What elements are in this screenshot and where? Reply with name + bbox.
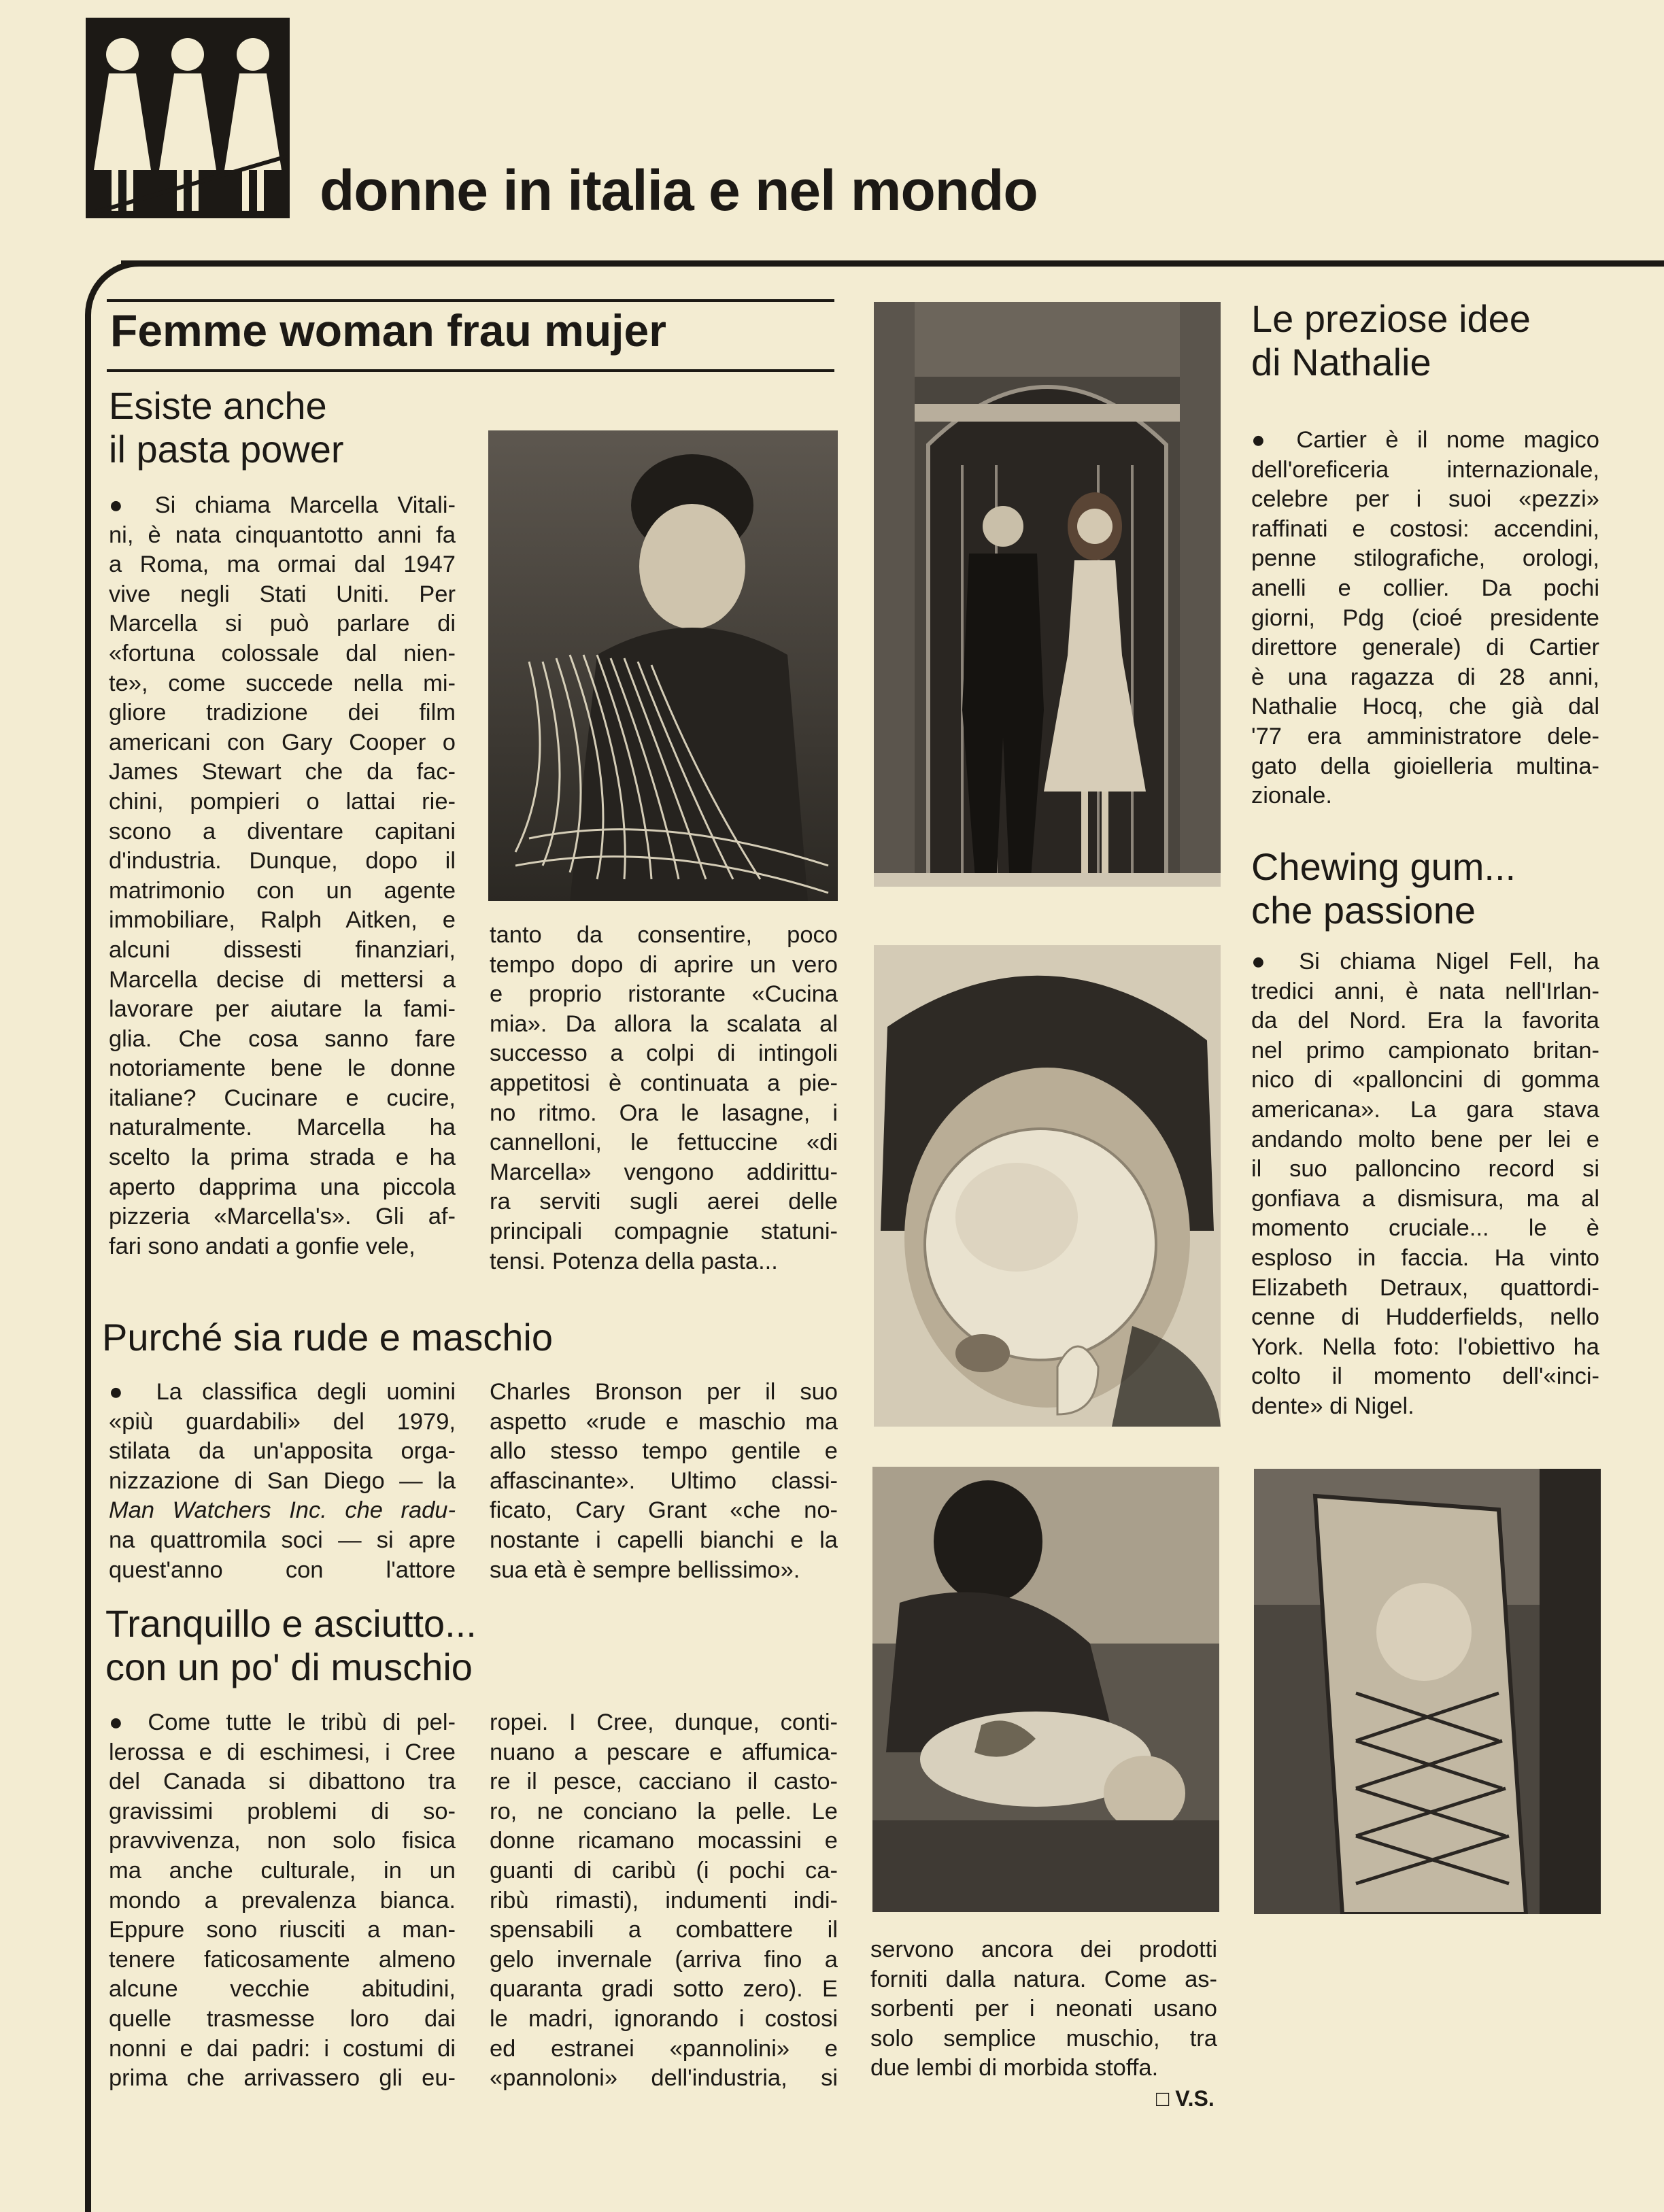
text-line: ni, è nata cinquantotto anni fa — [109, 522, 456, 548]
text-line: penne stilografiche, orologi, — [1251, 545, 1599, 572]
text-line: sorbenti per i neonati usano — [870, 1996, 1217, 2022]
headline-rule-top — [107, 299, 834, 302]
text-line: le madri, ignorando i costosi — [490, 2005, 838, 2032]
text-line: notoriamente bene le donne — [109, 1055, 456, 1082]
text-line: raffinati e costosi: accendini, — [1251, 515, 1599, 542]
text-line: ● Cartier è il nome magico — [1251, 427, 1599, 453]
text-line: successo a colpi di intingoli — [490, 1040, 838, 1067]
text-line: te», come succede nella mi- — [109, 670, 456, 696]
text-line: principali compagnie statuni- — [490, 1218, 838, 1244]
text-line: mia». Da allora la scalata al — [490, 1010, 838, 1037]
photo-bubble-gum — [874, 945, 1221, 1427]
text-line: nostante i capelli bianchi e la — [490, 1527, 838, 1553]
text-line: aspetto «rude e maschio ma — [490, 1408, 838, 1435]
chewing-text — [1251, 947, 1599, 1422]
author-signature: □ V.S. — [1156, 2086, 1215, 2111]
text-line: nuano a pescare e affumica- — [490, 1739, 838, 1765]
section-title: donne in italia e nel mondo — [320, 158, 1038, 222]
text-line: scelto la prima strada e ha — [109, 1144, 456, 1171]
text-line: Marcella» vengono addirittu- — [490, 1159, 838, 1185]
text-line: andando molto bene per lei e — [1251, 1126, 1599, 1153]
text-line: ● Si chiama Marcella Vitali- — [109, 492, 456, 518]
top-divider — [121, 260, 1664, 267]
photo-cree-cradle — [1254, 1469, 1601, 1914]
text-line: aperto dapprima una piccola — [109, 1174, 456, 1200]
text-line: anelli e collier. Da pochi — [1251, 575, 1599, 601]
text-line: allo stesso tempo gentile e — [490, 1438, 838, 1465]
text-line: da del Nord. Era la favorita — [1251, 1008, 1599, 1034]
text-line: prima che arrivassero gli eu- — [109, 2065, 456, 2092]
women-logo — [86, 18, 290, 218]
text-line: spensabili a combattere il — [490, 1917, 838, 1943]
text-line: a Roma, ma ormai dal 1947 — [109, 551, 456, 578]
text-line: direttore generale) di Cartier — [1251, 634, 1599, 661]
muschio-col3 — [870, 1935, 1217, 2083]
text-line: naturalmente. Marcella ha — [109, 1114, 456, 1141]
text-line: na quattromila soci — si apre — [109, 1527, 456, 1553]
text-line: tensi. Potenza della pasta... — [490, 1248, 778, 1274]
text-line: momento cruciale... le è — [1251, 1215, 1599, 1242]
text-line: gelo invernale (arriva fino a — [490, 1946, 838, 1973]
text-line: ma anche culturale, in un — [109, 1857, 456, 1884]
text-line: quelle trasmesse loro dai — [109, 2005, 456, 2032]
chewing-title: Chewing gum... che passione — [1251, 845, 1516, 932]
text-line: tenere faticosamente almeno — [109, 1946, 456, 1973]
text-line: colto il momento dell'«inci- — [1251, 1363, 1599, 1390]
text-line: ro, ne conciano la pelle. Le — [490, 1798, 838, 1824]
text-line: dente» di Nigel. — [1251, 1393, 1414, 1419]
text-line: ribù rimasti), indumenti indi- — [490, 1887, 838, 1913]
text-line: ed estranei «pannolini» e — [490, 2035, 838, 2062]
text-line: gato della gioielleria multina- — [1251, 753, 1599, 779]
muschio-col1 — [109, 1708, 456, 2094]
text-line: pravvivenza, non solo fisica — [109, 1828, 456, 1854]
text-line: '77 era amministratore dele- — [1251, 723, 1599, 749]
text-line: Nathalie Hocq, che già dal — [1251, 694, 1599, 720]
text-line: esploso in faccia. Ha vinto — [1251, 1244, 1599, 1271]
rude-col1 — [109, 1378, 456, 1585]
text-line: Man Watchers Inc. che radu- — [109, 1497, 456, 1524]
nathalie-title: Le preziose idee di Nathalie — [1251, 297, 1531, 384]
pasta-title: Esiste anche il pasta power — [109, 384, 344, 471]
rude-title: Purché sia rude e maschio — [102, 1316, 554, 1359]
text-line: mondo a prevalenza bianca. — [109, 1887, 456, 1913]
text-line: ● Si chiama Nigel Fell, ha — [1251, 949, 1599, 974]
text-line: James Stewart che da fac- — [109, 759, 456, 785]
text-line: quest'anno con l'attore — [109, 1556, 456, 1583]
photo-marcella — [488, 430, 838, 901]
text-line: gliore tradizione dei film — [109, 700, 456, 726]
text-line: solo semplice muschio, tra — [870, 2025, 1217, 2052]
pasta-col2 — [490, 921, 838, 1276]
text-line: tredici anni, è nata nell'Irlan- — [1251, 978, 1599, 1004]
text-line: «fortuna colossale dal nien- — [109, 640, 456, 666]
text-line: tempo dopo di aprire un vero — [490, 951, 838, 978]
pasta-col1 — [109, 491, 456, 1261]
text-line: ropei. I Cree, dunque, conti- — [490, 1709, 838, 1735]
text-line: alcune vecchie abitudini, — [109, 1976, 456, 2003]
text-line: il suo palloncino record si — [1251, 1156, 1599, 1182]
text-line: ● Come tutte le tribù di pel- — [109, 1709, 456, 1735]
text-line: Charles Bronson per il suo — [490, 1379, 838, 1405]
text-line: celebre per i suoi «pezzi» — [1251, 486, 1599, 513]
text-line: gonfiava a dismisura, ma al — [1251, 1185, 1599, 1212]
text-line: del Canada si dibattono tra — [109, 1769, 456, 1795]
text-line: donne ricamano mocassini e — [490, 1828, 838, 1854]
photo-cree-mother — [872, 1467, 1219, 1912]
text-line: appetitosi è continuata a pie- — [490, 1070, 838, 1096]
text-line: stilata da un'apposita orga- — [109, 1438, 456, 1465]
page-headline: Femme woman frau mujer — [110, 305, 666, 356]
text-line: guanti di caribù (i pochi ca- — [490, 1857, 838, 1884]
text-line: immobiliare, Ralph Aitken, e — [109, 907, 456, 934]
text-line: e proprio ristorante «Cucina — [490, 981, 838, 1008]
text-line: quaranta gradi sotto zero). E — [490, 1976, 838, 2003]
text-line: lavorare per aiutare la fami- — [109, 996, 456, 1023]
text-line: ● La classifica degli uomini — [109, 1379, 456, 1405]
text-line: ra serviti sugli aerei delle — [490, 1189, 838, 1215]
text-line: glia. Che cosa sanno fare — [109, 1025, 456, 1052]
text-line: servono ancora dei prodotti — [870, 1937, 1217, 1962]
muschio-col2 — [490, 1708, 838, 2094]
text-line: Marcella decise di mettersi a — [109, 966, 456, 993]
text-line: cannelloni, le fettuccine «di — [490, 1129, 838, 1156]
text-line: vive negli Stati Uniti. Per — [109, 581, 456, 607]
text-line: due lembi di morbida stoffa. — [870, 2055, 1159, 2081]
text-line: chini, pompieri o lattai rie- — [109, 788, 456, 815]
text-line: matrimonio con un agente — [109, 877, 456, 904]
text-line: cenne di Hudderfields, nello — [1251, 1304, 1599, 1331]
text-line: italiane? Cucinare e cucire, — [109, 1085, 456, 1111]
text-line: re il pesce, cacciano il casto- — [490, 1769, 838, 1795]
text-line: gravissimi problemi di so- — [109, 1798, 456, 1824]
text-line: Elizabeth Detraux, quattordi- — [1251, 1274, 1599, 1301]
text-line: d'industria. Dunque, dopo il — [109, 848, 456, 874]
text-line: americani con Gary Cooper o — [109, 729, 456, 755]
text-line: sua età è sempre bellissimo». — [490, 1556, 800, 1583]
muschio-title: Tranquillo e asciutto... con un po' di muschio — [105, 1602, 477, 1688]
text-line: forniti dalla natura. Come as- — [870, 1966, 1217, 1992]
text-line: «pannoloni» dell'industria, si — [490, 2065, 838, 2092]
text-line: è una ragazza di 28 anni, — [1251, 664, 1599, 690]
text-line: fari sono andati a gonfie vele, — [109, 1233, 415, 1259]
text-line: affascinante». Ultimo classi- — [490, 1467, 838, 1494]
rude-col2 — [490, 1378, 838, 1585]
photo-cartier — [874, 302, 1221, 887]
text-line: nel primo campionato britan- — [1251, 1037, 1599, 1064]
text-line: ficato, Cary Grant «che no- — [490, 1497, 838, 1524]
headline-rule-bottom — [107, 369, 834, 372]
text-line: zionale. — [1251, 783, 1332, 809]
text-line: scono a diventare capitani — [109, 818, 456, 845]
text-line: giorni, Pdg (cioé presidente — [1251, 605, 1599, 631]
text-line: alcuni dissesti finanziari, — [109, 936, 456, 963]
text-line: York. Nella foto: l'obiettivo ha — [1251, 1333, 1599, 1360]
text-line: no ritmo. Ora le lasagne, i — [490, 1100, 838, 1126]
text-line: nizzazione di San Diego — la — [109, 1467, 456, 1494]
text-line: americana». La gara stava — [1251, 1096, 1599, 1123]
text-line: «più guardabili» del 1979, — [109, 1408, 456, 1435]
three-women-silhouettes-icon — [88, 20, 287, 216]
text-line: nico di «palloncini di gomma — [1251, 1067, 1599, 1093]
text-line: nonni e dai padri: i costumi di — [109, 2035, 456, 2062]
text-line: Eppure sono riusciti a man- — [109, 1917, 456, 1943]
text-line: Marcella si può parlare di — [109, 611, 456, 637]
text-line: pizzeria «Marcella's». Gli af- — [109, 1204, 456, 1230]
nathalie-text — [1251, 426, 1599, 811]
text-line: lerossa e di eschimesi, i Cree — [109, 1739, 456, 1765]
text-line: dell'oreficeria internazionale, — [1251, 456, 1599, 483]
text-line: tanto da consentire, poco — [490, 922, 838, 948]
